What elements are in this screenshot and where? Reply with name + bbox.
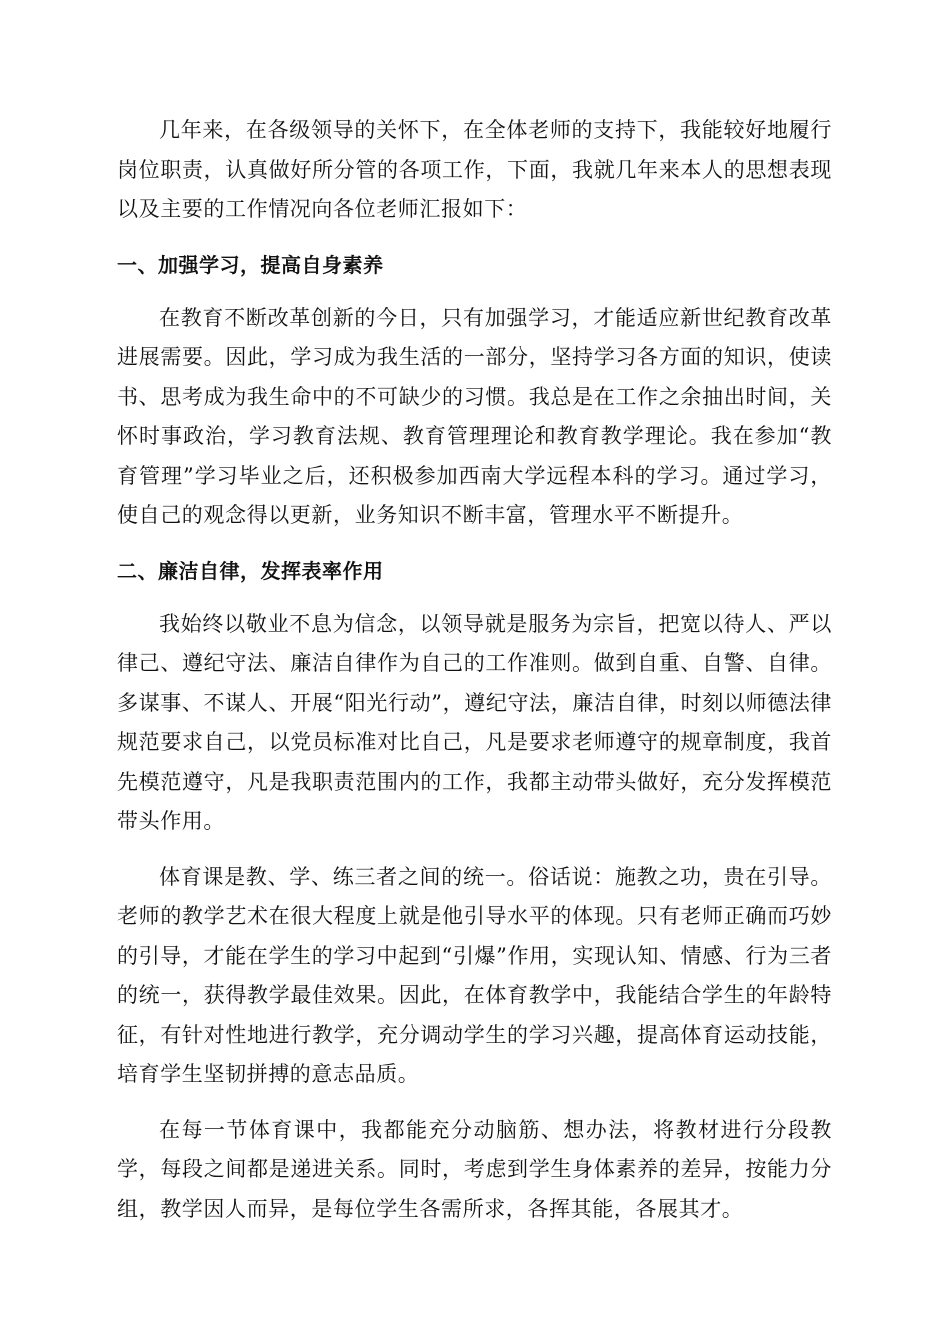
- section2-heading: 二、廉洁自律，发挥表率作用: [117, 558, 384, 583]
- section1-heading: 一、加强学习，提高自身素养: [117, 252, 384, 277]
- paragraph-spacer: [117, 842, 832, 858]
- heading-spacer: [117, 285, 832, 299]
- heading-spacer: [117, 591, 832, 605]
- document-body: [117, 111, 832, 1229]
- section2-paragraph-2: 体育课是教、学、练三者之间的统一。俗话说：施教之功，贵在引导。老师的教学艺术在很大程度上就是他引导水平的体现。只有老师正确而巧妙的引导，才能在学生的学习中起到“引爆”作用，实现认知、情感、行为三者的统一，获得教学最佳效果。因此，在体育教学中，我能结合学生的年龄特征，有针对性地进行教学，充分调动学生的学习兴趣，提高体育运动技能，培育学生坚韧拼搏的意志品质。: [117, 864, 832, 1086]
- section2-paragraph-1: 我始终以敬业不息为信念，以领导就是服务为宗旨，把宽以待人、严以律己、遵纪守法、廉洁自律作为自己的工作准则。做到自重、自警、自律。多谋事、不谋人、开展“阳光行动”，遵纪守法，廉洁自律，时刻以师德法律规范要求自己，以党员标准对比自己，凡是要求老师遵守的规章制度，我首先模范遵守，凡是我职责范围内的工作，我都主动带头做好，充分发挥模范带头作用。: [117, 611, 832, 833]
- section1-paragraph: 在教育不断改革创新的今日，只有加强学习，才能适应新世纪教育改革进展需要。因此，学习成为我生活的一部分，坚持学习各方面的知识，使读书、思考成为我生命中的不可缺少的习惯。我总是在工作之余抽出时间，关怀时事政治，学习教育法规、教育管理理论和教育教学理论。我在参加“教育管理”学习毕业之后，还积极参加西南大学远程本科的学习。通过学习，使自己的观念得以更新，业务知识不断丰富，管理水平不断提升。: [117, 305, 832, 527]
- section2-paragraph-3: 在每一节体育课中，我都能充分动脑筋、想办法，将教材进行分段教学，每段之间都是递进关系。同时，考虑到学生身体素养的差异，按能力分组，教学因人而异，是每位学生各需所求，各挥其能，各展其才。: [117, 1117, 832, 1221]
- paragraph-spacer: [117, 1095, 832, 1111]
- intro-paragraph: 几年来，在各级领导的关怀下，在全体老师的支持下，我能较好地履行岗位职责，认真做好所分管的各项工作，下面，我就几年来本人的思想表现以及主要的工作情况向各位老师汇报如下：: [117, 118, 832, 221]
- paragraph-spacer: [117, 230, 832, 246]
- paragraph-spacer: [117, 536, 832, 552]
